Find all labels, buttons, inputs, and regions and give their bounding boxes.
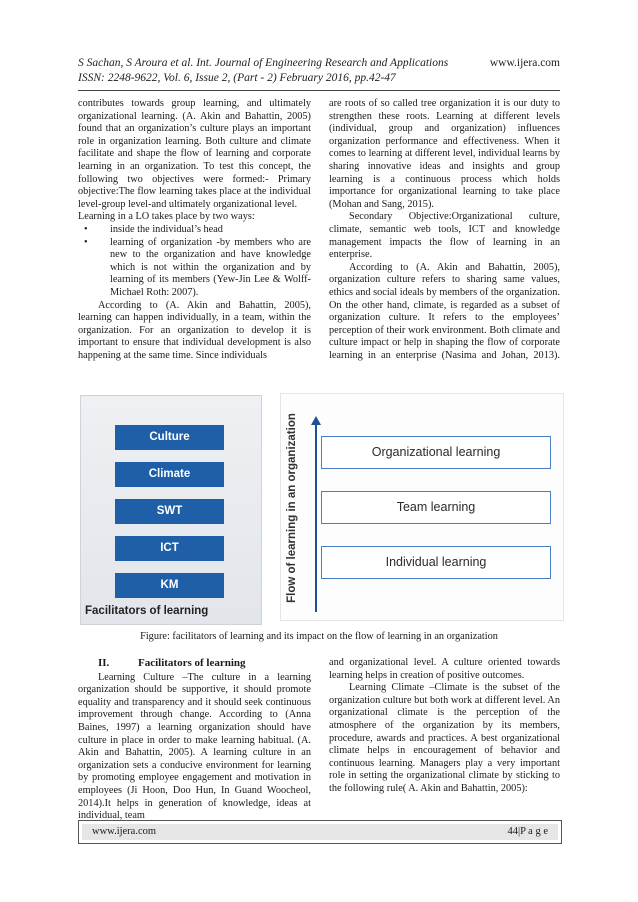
header-website[interactable]: www.ijera.com — [489, 57, 560, 69]
footer-bar — [82, 824, 558, 840]
paragraph: Learning in a LO takes place by two ways: — [78, 211, 255, 223]
right-column-bottom — [329, 657, 560, 796]
paragraph: contributes towards group learning, and ultimately organizational learning. (A. Akin and Bahattin, 2005) found that an organization’s culture plays an important role in organization learning. Both culture and climate facilitate and shape the flow of learning and corporate learning in an organization. To test this concept, the following two objectives were formed:- Primary objective:The flow learning takes place at the individual level-group level-and ultimately organizational level. — [78, 98, 311, 210]
facilitators-title: Facilitators of learning — [85, 605, 209, 617]
facilitator-km: KM — [115, 573, 224, 598]
bullet-list — [78, 224, 311, 300]
figure-caption: Figure: facilitators of learning and its impact on the flow of learning in an organization — [140, 631, 498, 642]
paragraph: Secondary Objective:Organizational culture, climate, semantic web tools, ICT and knowledge management impacts the flow of learning in an enterprise. — [329, 211, 560, 261]
facilitators-panel — [80, 395, 262, 625]
list-item: • inside the individual’s head — [78, 224, 311, 237]
page-footer — [78, 820, 562, 844]
right-column-top — [329, 98, 560, 362]
left-column-bottom — [78, 657, 311, 823]
facilitator-ict: ICT — [115, 536, 224, 561]
paragraph: and organizational level. A culture oriented towards learning helps in creation of positive outcomes. — [329, 657, 560, 681]
left-column-top — [78, 98, 311, 362]
level-organizational: Organizational learning — [321, 436, 551, 469]
paragraph: According to (A. Akin and Bahattin, 2005), learning can happen individually, in a team, within the organization. For an organization to develop it is important to ensure that individual development is also happening at the same time. Since individuals — [78, 299, 311, 361]
facilitator-culture: Culture — [115, 425, 224, 450]
facilitator-climate: Climate — [115, 462, 224, 487]
flow-arrow-line — [315, 424, 317, 612]
section-heading — [78, 657, 311, 670]
level-team: Team learning — [321, 491, 551, 524]
list-item: • learning of organization -by members who are new to the organization and have knowledge which is not within the organization and by learning of its members (Yew-Jin Lee & Wolff-Michael Roth: 2007). — [78, 237, 311, 300]
header-rule — [78, 90, 560, 91]
section-title: Facilitators of learning — [138, 657, 246, 669]
flow-axis-label: Flow of learning in an organization — [286, 413, 298, 603]
header-issn: ISSN: 2248-9622, Vol. 6, Issue 2, (Part - 2) February 2016, pp.42-47 — [78, 72, 396, 84]
page-number: 44|P a g e — [507, 826, 548, 837]
header-citation: S Sachan, S Aroura et al. Int. Journal of Engineering Research and Applications — [78, 57, 449, 69]
running-header — [78, 56, 560, 86]
paragraph: According to (A. Akin and Bahattin, 2005), organization culture refers to sharing same values, ethics and social ideals by members of the organization. On the other hand, climate, is regarded as a subset of organization culture. It refers to the employees’ perception of their work environment. Both climate and culture impact or help in shaping the flow of corporate learning in an enterprise (Nasima and Johan, 2013). — [329, 261, 560, 361]
facilitator-swt: SWT — [115, 499, 224, 524]
paragraph: Learning Culture –The culture in a learning organization should be supportive, it should promote equality and transparency and it should seek continuous improvement through change. According to (Anna Baines, 1997) a learning organization should have culture in place in order to make learning habitual. (A. Akin and Bahattin, 2005). A learning culture in an organization sets a conducive environment for learning by promoting employee engagement and motivation in employees (Ji Hoon, Doo Hun, In Guand Woocheol, 2014).It helps in generation of knowledge, ideas at individual, team — [78, 671, 311, 822]
footer-website[interactable]: www.ijera.com — [92, 826, 157, 837]
paragraph: are roots of so called tree organization it is our duty to strengthen these roots. Learning at different levels (individual, group and organization) influences organization performance and effectiveness. When it comes to learning at different level, individual learns by sharing innovative ideas and insights and group learning is a continuous process which holds importance for organizational learning to take place (Mohan and Sang, 2015). — [329, 98, 560, 210]
level-individual: Individual learning — [321, 546, 551, 579]
section-number: II. — [98, 657, 110, 669]
learning-flow-panel — [280, 393, 564, 621]
paragraph: Learning Climate –Climate is the subset of the organization culture but both work at different level. An organizational climate is the perception of the atmosphere of the organization by its members, procedure, awards and practices. A best organizational climate helps in encouragement of behavior and continuous learning. Managers play a very important role in setting the organizational climate by sticking to the following rule( A. Akin and Bahattin, 2005): — [329, 682, 560, 794]
